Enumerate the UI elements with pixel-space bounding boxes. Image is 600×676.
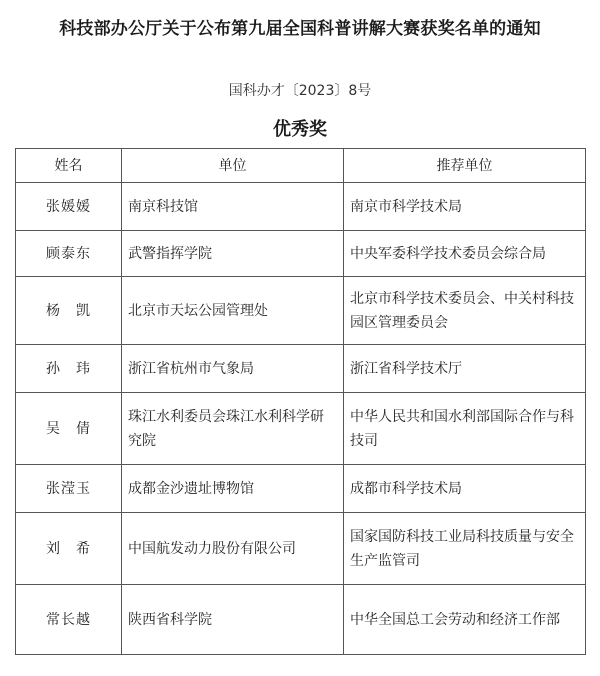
table-row [16, 465, 586, 513]
winner-name: 杨 凯 [16, 277, 122, 345]
winner-unit: 武警指挥学院 [122, 231, 344, 277]
table-row [16, 231, 586, 277]
winner-recommender: 中华全国总工会劳动和经济工作部 [344, 585, 586, 655]
document-title: 科技部办公厅关于公布第九届全国科普讲解大赛获奖名单的通知 [59, 19, 541, 39]
winner-recommender: 中华人民共和国水利部国际合作与科技司 [344, 393, 586, 465]
winner-recommender: 成都市科学技术局 [344, 465, 586, 513]
winner-recommender: 中央军委科学技术委员会综合局 [344, 231, 586, 277]
document-number: 国科办才〔2023〕8号 [228, 83, 372, 99]
award-table [15, 148, 586, 655]
winner-unit: 陕西省科学院 [122, 585, 344, 655]
winner-name: 张滢玉 [16, 465, 122, 513]
header-unit: 单位 [122, 149, 344, 183]
winner-recommender: 南京市科学技术局 [344, 183, 586, 231]
winner-recommender: 浙江省科学技术厅 [344, 345, 586, 393]
winner-unit: 成都金沙遗址博物馆 [122, 465, 344, 513]
table-header-row [16, 149, 586, 183]
table-row [16, 277, 586, 345]
winner-recommender: 北京市科学技术委员会、中关村科技园区管理委员会 [344, 277, 586, 345]
table-row [16, 393, 586, 465]
winner-name: 常长越 [16, 585, 122, 655]
table-row [16, 345, 586, 393]
header-name: 姓名 [16, 149, 122, 183]
table-row [16, 183, 586, 231]
winner-recommender: 国家国防科技工业局科技质量与安全生产监管司 [344, 513, 586, 585]
winner-unit: 中国航发动力股份有限公司 [122, 513, 344, 585]
winner-unit: 北京市天坛公园管理处 [122, 277, 344, 345]
winner-name: 张媛媛 [16, 183, 122, 231]
winner-unit: 南京科技馆 [122, 183, 344, 231]
winner-name: 吴 倩 [16, 393, 122, 465]
winner-name: 顾泰东 [16, 231, 122, 277]
award-level-heading: 优秀奖 [273, 119, 327, 140]
winner-name: 孙 玮 [16, 345, 122, 393]
header-recommender: 推荐单位 [344, 149, 586, 183]
winner-unit: 珠江水利委员会珠江水利科学研究院 [122, 393, 344, 465]
table-row [16, 513, 586, 585]
winner-unit: 浙江省杭州市气象局 [122, 345, 344, 393]
table-row [16, 585, 586, 655]
winner-name: 刘 希 [16, 513, 122, 585]
